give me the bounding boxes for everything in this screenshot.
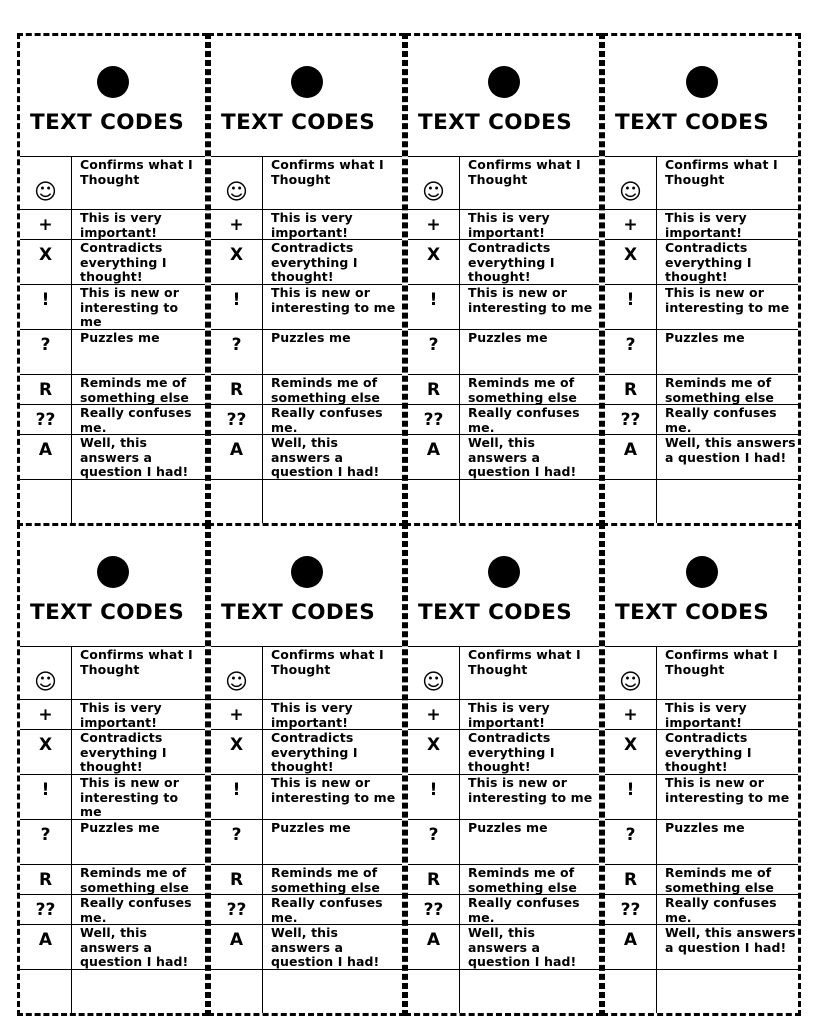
smiley-face-icon: ☺: [605, 647, 657, 699]
code-row: [408, 285, 599, 330]
code-symbol: X: [211, 240, 263, 284]
bookmark-card-3: [405, 33, 602, 526]
code-row: [408, 925, 599, 970]
code-row: [605, 210, 798, 240]
code-row: [605, 405, 798, 435]
code-symbol: ?: [20, 820, 72, 864]
code-description: This is new or interesting to me: [80, 775, 180, 819]
code-row: [20, 435, 205, 480]
code-row: [605, 730, 798, 775]
code-row: [211, 330, 402, 375]
code-description: This is very important!: [468, 700, 550, 729]
bookmark-card-1: [17, 33, 208, 526]
card-title: TEXT CODES: [418, 110, 573, 135]
code-row: [20, 865, 205, 895]
code-row: [408, 375, 599, 405]
code-symbol: R: [20, 375, 72, 404]
codes-table: [20, 647, 205, 1016]
code-symbol: R: [605, 375, 657, 404]
code-symbol: ??: [605, 895, 657, 924]
code-description: Puzzles me: [80, 330, 160, 345]
code-symbol: R: [20, 865, 72, 894]
code-row: [408, 210, 599, 240]
code-row: [605, 157, 798, 210]
code-row: [408, 700, 599, 730]
code-description: Confirms what I Thought: [665, 157, 778, 187]
codes-table: [408, 647, 599, 1016]
code-description: This is very important!: [468, 210, 550, 239]
code-symbol: ??: [408, 895, 460, 924]
code-symbol: [20, 480, 72, 526]
code-row: [211, 405, 402, 435]
code-description: Puzzles me: [665, 330, 745, 345]
code-symbol: ?: [408, 820, 460, 864]
code-symbol: [408, 970, 460, 1016]
code-description: Confirms what I Thought: [80, 647, 193, 677]
code-row: [20, 700, 205, 730]
code-description: Reminds me of something else: [80, 865, 189, 894]
code-symbol: !: [408, 285, 460, 329]
code-row: [211, 730, 402, 775]
card-header: [20, 526, 205, 647]
smiley-face-icon: ☺: [408, 647, 460, 699]
code-description: This is very important!: [665, 700, 747, 729]
code-symbol: +: [605, 700, 657, 729]
code-row: [605, 895, 798, 925]
codes-table: [211, 157, 402, 526]
punch-hole-dot: [488, 66, 520, 98]
code-row: [211, 865, 402, 895]
code-description: Confirms what I Thought: [271, 647, 384, 677]
code-symbol: X: [408, 730, 460, 774]
code-row: [20, 375, 205, 405]
code-symbol: +: [408, 210, 460, 239]
code-description: [460, 480, 599, 526]
bookmark-card-2: [208, 33, 405, 526]
code-description: Contradicts everything I thought!: [80, 240, 167, 284]
blank-row: [408, 970, 599, 1016]
card-header: [605, 36, 798, 157]
code-row: [211, 647, 402, 700]
code-description: Well, this answers a question I had!: [468, 925, 577, 969]
code-description: This is very important!: [80, 700, 162, 729]
code-symbol: X: [20, 730, 72, 774]
code-row: [211, 925, 402, 970]
code-description: [263, 480, 402, 526]
code-symbol: ?: [605, 820, 657, 864]
code-row: [211, 700, 402, 730]
code-row: [605, 865, 798, 895]
code-description: This is new or interesting to me: [468, 775, 593, 805]
code-description: Puzzles me: [665, 820, 745, 835]
code-symbol: X: [408, 240, 460, 284]
smiley-face-icon: ☺: [20, 647, 72, 699]
card-header: [211, 526, 402, 647]
code-symbol: A: [20, 435, 72, 479]
card-header: [408, 36, 599, 157]
code-row: [20, 775, 205, 820]
code-symbol: ?: [408, 330, 460, 374]
code-row: [211, 820, 402, 865]
code-row: [211, 210, 402, 240]
blank-row: [20, 970, 205, 1016]
code-description: This is new or interesting to me: [271, 285, 396, 315]
code-description: [657, 480, 798, 526]
card-title: TEXT CODES: [221, 600, 376, 625]
code-description: Contradicts everything I thought!: [80, 730, 167, 774]
code-description: This is very important!: [665, 210, 747, 239]
card-title: TEXT CODES: [615, 110, 770, 135]
code-description: This is new or interesting to me: [80, 285, 180, 329]
code-symbol: [605, 970, 657, 1016]
code-symbol: [20, 970, 72, 1016]
code-description: This is very important!: [271, 700, 353, 729]
code-row: [408, 730, 599, 775]
code-row: [20, 925, 205, 970]
code-description: Puzzles me: [80, 820, 160, 835]
code-description: Well, this answers a question I had!: [271, 925, 380, 969]
code-symbol: ??: [408, 405, 460, 434]
code-description: Confirms what I Thought: [271, 157, 384, 187]
code-row: [20, 647, 205, 700]
code-symbol: +: [211, 700, 263, 729]
blank-row: [20, 480, 205, 526]
code-row: [605, 925, 798, 970]
code-symbol: +: [20, 700, 72, 729]
code-symbol: !: [20, 285, 72, 329]
code-description: Really confuses me.: [271, 895, 383, 924]
card-title: TEXT CODES: [30, 600, 185, 625]
code-description: Reminds me of something else: [665, 375, 774, 404]
smiley-face-icon: ☺: [408, 157, 460, 209]
code-description: Really confuses me.: [665, 405, 777, 434]
punch-hole-dot: [97, 66, 129, 98]
code-row: [408, 330, 599, 375]
code-row: [20, 157, 205, 210]
blank-row: [211, 480, 402, 526]
code-row: [605, 700, 798, 730]
code-symbol: !: [605, 285, 657, 329]
code-row: [408, 435, 599, 480]
code-symbol: A: [20, 925, 72, 969]
code-symbol: ?: [211, 820, 263, 864]
code-description: Really confuses me.: [80, 405, 192, 434]
code-description: This is new or interesting to me: [665, 285, 790, 315]
punch-hole-dot: [291, 556, 323, 588]
code-description: Really confuses me.: [271, 405, 383, 434]
code-symbol: A: [211, 435, 263, 479]
code-description: [72, 970, 205, 1016]
code-symbol: A: [211, 925, 263, 969]
code-symbol: [211, 480, 263, 526]
code-row: [408, 865, 599, 895]
codes-table: [605, 157, 798, 526]
card-header: [211, 36, 402, 157]
punch-hole-dot: [291, 66, 323, 98]
code-description: This is new or interesting to me: [468, 285, 593, 315]
smiley-face-icon: ☺: [605, 157, 657, 209]
punch-hole-dot: [488, 556, 520, 588]
code-row: [20, 405, 205, 435]
blank-row: [211, 970, 402, 1016]
bookmark-card-5: [17, 523, 208, 1016]
code-symbol: R: [408, 865, 460, 894]
code-symbol: !: [605, 775, 657, 819]
code-description: Reminds me of something else: [468, 375, 577, 404]
card-header: [408, 526, 599, 647]
blank-row: [605, 480, 798, 526]
code-description: Really confuses me.: [80, 895, 192, 924]
code-symbol: !: [211, 775, 263, 819]
code-symbol: +: [211, 210, 263, 239]
code-row: [20, 730, 205, 775]
codes-table: [20, 157, 205, 526]
code-description: [263, 970, 402, 1016]
code-description: Really confuses me.: [665, 895, 777, 924]
code-description: Reminds me of something else: [80, 375, 189, 404]
code-row: [211, 895, 402, 925]
code-row: [605, 285, 798, 330]
code-description: Really confuses me.: [468, 895, 580, 924]
code-row: [20, 285, 205, 330]
code-row: [20, 895, 205, 925]
code-symbol: A: [408, 435, 460, 479]
code-description: Puzzles me: [271, 330, 351, 345]
code-symbol: ??: [20, 895, 72, 924]
code-symbol: +: [605, 210, 657, 239]
code-row: [211, 375, 402, 405]
code-description: Well, this answers a question I had!: [468, 435, 577, 479]
codes-table: [605, 647, 798, 1016]
code-row: [605, 330, 798, 375]
codes-table: [408, 157, 599, 526]
code-symbol: R: [408, 375, 460, 404]
code-symbol: A: [605, 925, 657, 969]
code-symbol: [408, 480, 460, 526]
code-row: [605, 647, 798, 700]
code-description: Well, this answers a question I had!: [665, 435, 796, 465]
code-description: Reminds me of something else: [271, 375, 380, 404]
code-description: This is very important!: [271, 210, 353, 239]
code-symbol: ??: [20, 405, 72, 434]
card-title: TEXT CODES: [30, 110, 185, 135]
code-row: [408, 820, 599, 865]
code-symbol: [211, 970, 263, 1016]
code-symbol: R: [211, 865, 263, 894]
card-header: [20, 36, 205, 157]
code-row: [211, 775, 402, 820]
punch-hole-dot: [97, 556, 129, 588]
smiley-face-icon: ☺: [211, 647, 263, 699]
code-description: Reminds me of something else: [665, 865, 774, 894]
code-row: [408, 775, 599, 820]
code-symbol: !: [408, 775, 460, 819]
code-row: [211, 157, 402, 210]
code-description: Well, this answers a question I had!: [80, 435, 189, 479]
code-symbol: ?: [20, 330, 72, 374]
code-description: [72, 480, 205, 526]
code-symbol: X: [605, 730, 657, 774]
card-title: TEXT CODES: [418, 600, 573, 625]
blank-row: [605, 970, 798, 1016]
code-symbol: +: [408, 700, 460, 729]
code-row: [20, 820, 205, 865]
code-description: Really confuses me.: [468, 405, 580, 434]
code-description: Contradicts everything I thought!: [665, 240, 752, 284]
smiley-face-icon: ☺: [211, 157, 263, 209]
blank-row: [408, 480, 599, 526]
code-description: Reminds me of something else: [468, 865, 577, 894]
code-symbol: A: [408, 925, 460, 969]
punch-hole-dot: [686, 556, 718, 588]
code-symbol: X: [211, 730, 263, 774]
code-description: Well, this answers a question I had!: [665, 925, 796, 955]
code-symbol: ?: [605, 330, 657, 374]
code-row: [211, 285, 402, 330]
code-row: [605, 435, 798, 480]
code-symbol: R: [211, 375, 263, 404]
code-description: Puzzles me: [468, 820, 548, 835]
code-description: This is new or interesting to me: [271, 775, 396, 805]
code-row: [20, 330, 205, 375]
code-row: [408, 895, 599, 925]
card-header: [605, 526, 798, 647]
code-symbol: ??: [211, 895, 263, 924]
code-symbol: X: [605, 240, 657, 284]
code-description: Puzzles me: [468, 330, 548, 345]
code-symbol: !: [20, 775, 72, 819]
code-description: [460, 970, 599, 1016]
code-symbol: !: [211, 285, 263, 329]
code-symbol: +: [20, 210, 72, 239]
smiley-face-icon: ☺: [20, 157, 72, 209]
code-description: Puzzles me: [271, 820, 351, 835]
code-description: Contradicts everything I thought!: [271, 730, 358, 774]
card-title: TEXT CODES: [615, 600, 770, 625]
bookmark-card-4: [602, 33, 801, 526]
code-description: [657, 970, 798, 1016]
code-row: [211, 240, 402, 285]
code-description: Well, this answers a question I had!: [80, 925, 189, 969]
code-row: [408, 647, 599, 700]
code-row: [605, 820, 798, 865]
codes-table: [211, 647, 402, 1016]
code-description: Confirms what I Thought: [665, 647, 778, 677]
code-description: Well, this answers a question I had!: [271, 435, 380, 479]
bookmark-card-6: [208, 523, 405, 1016]
code-row: [408, 405, 599, 435]
code-description: This is very important!: [80, 210, 162, 239]
code-description: Confirms what I Thought: [80, 157, 193, 187]
bookmark-card-7: [405, 523, 602, 1016]
code-row: [605, 775, 798, 820]
code-description: Contradicts everything I thought!: [468, 730, 555, 774]
punch-hole-dot: [686, 66, 718, 98]
code-symbol: [605, 480, 657, 526]
code-description: This is new or interesting to me: [665, 775, 790, 805]
card-title: TEXT CODES: [221, 110, 376, 135]
code-row: [408, 157, 599, 210]
code-row: [605, 240, 798, 285]
code-symbol: A: [605, 435, 657, 479]
code-symbol: ??: [605, 405, 657, 434]
code-description: Contradicts everything I thought!: [468, 240, 555, 284]
code-row: [211, 435, 402, 480]
code-symbol: X: [20, 240, 72, 284]
code-description: Contradicts everything I thought!: [665, 730, 752, 774]
code-description: Contradicts everything I thought!: [271, 240, 358, 284]
code-row: [20, 240, 205, 285]
code-description: Reminds me of something else: [271, 865, 380, 894]
code-symbol: R: [605, 865, 657, 894]
bookmark-card-8: [602, 523, 801, 1016]
code-description: Confirms what I Thought: [468, 157, 581, 187]
code-symbol: ?: [211, 330, 263, 374]
code-description: Confirms what I Thought: [468, 647, 581, 677]
code-symbol: ??: [211, 405, 263, 434]
code-row: [20, 210, 205, 240]
code-row: [605, 375, 798, 405]
code-row: [408, 240, 599, 285]
